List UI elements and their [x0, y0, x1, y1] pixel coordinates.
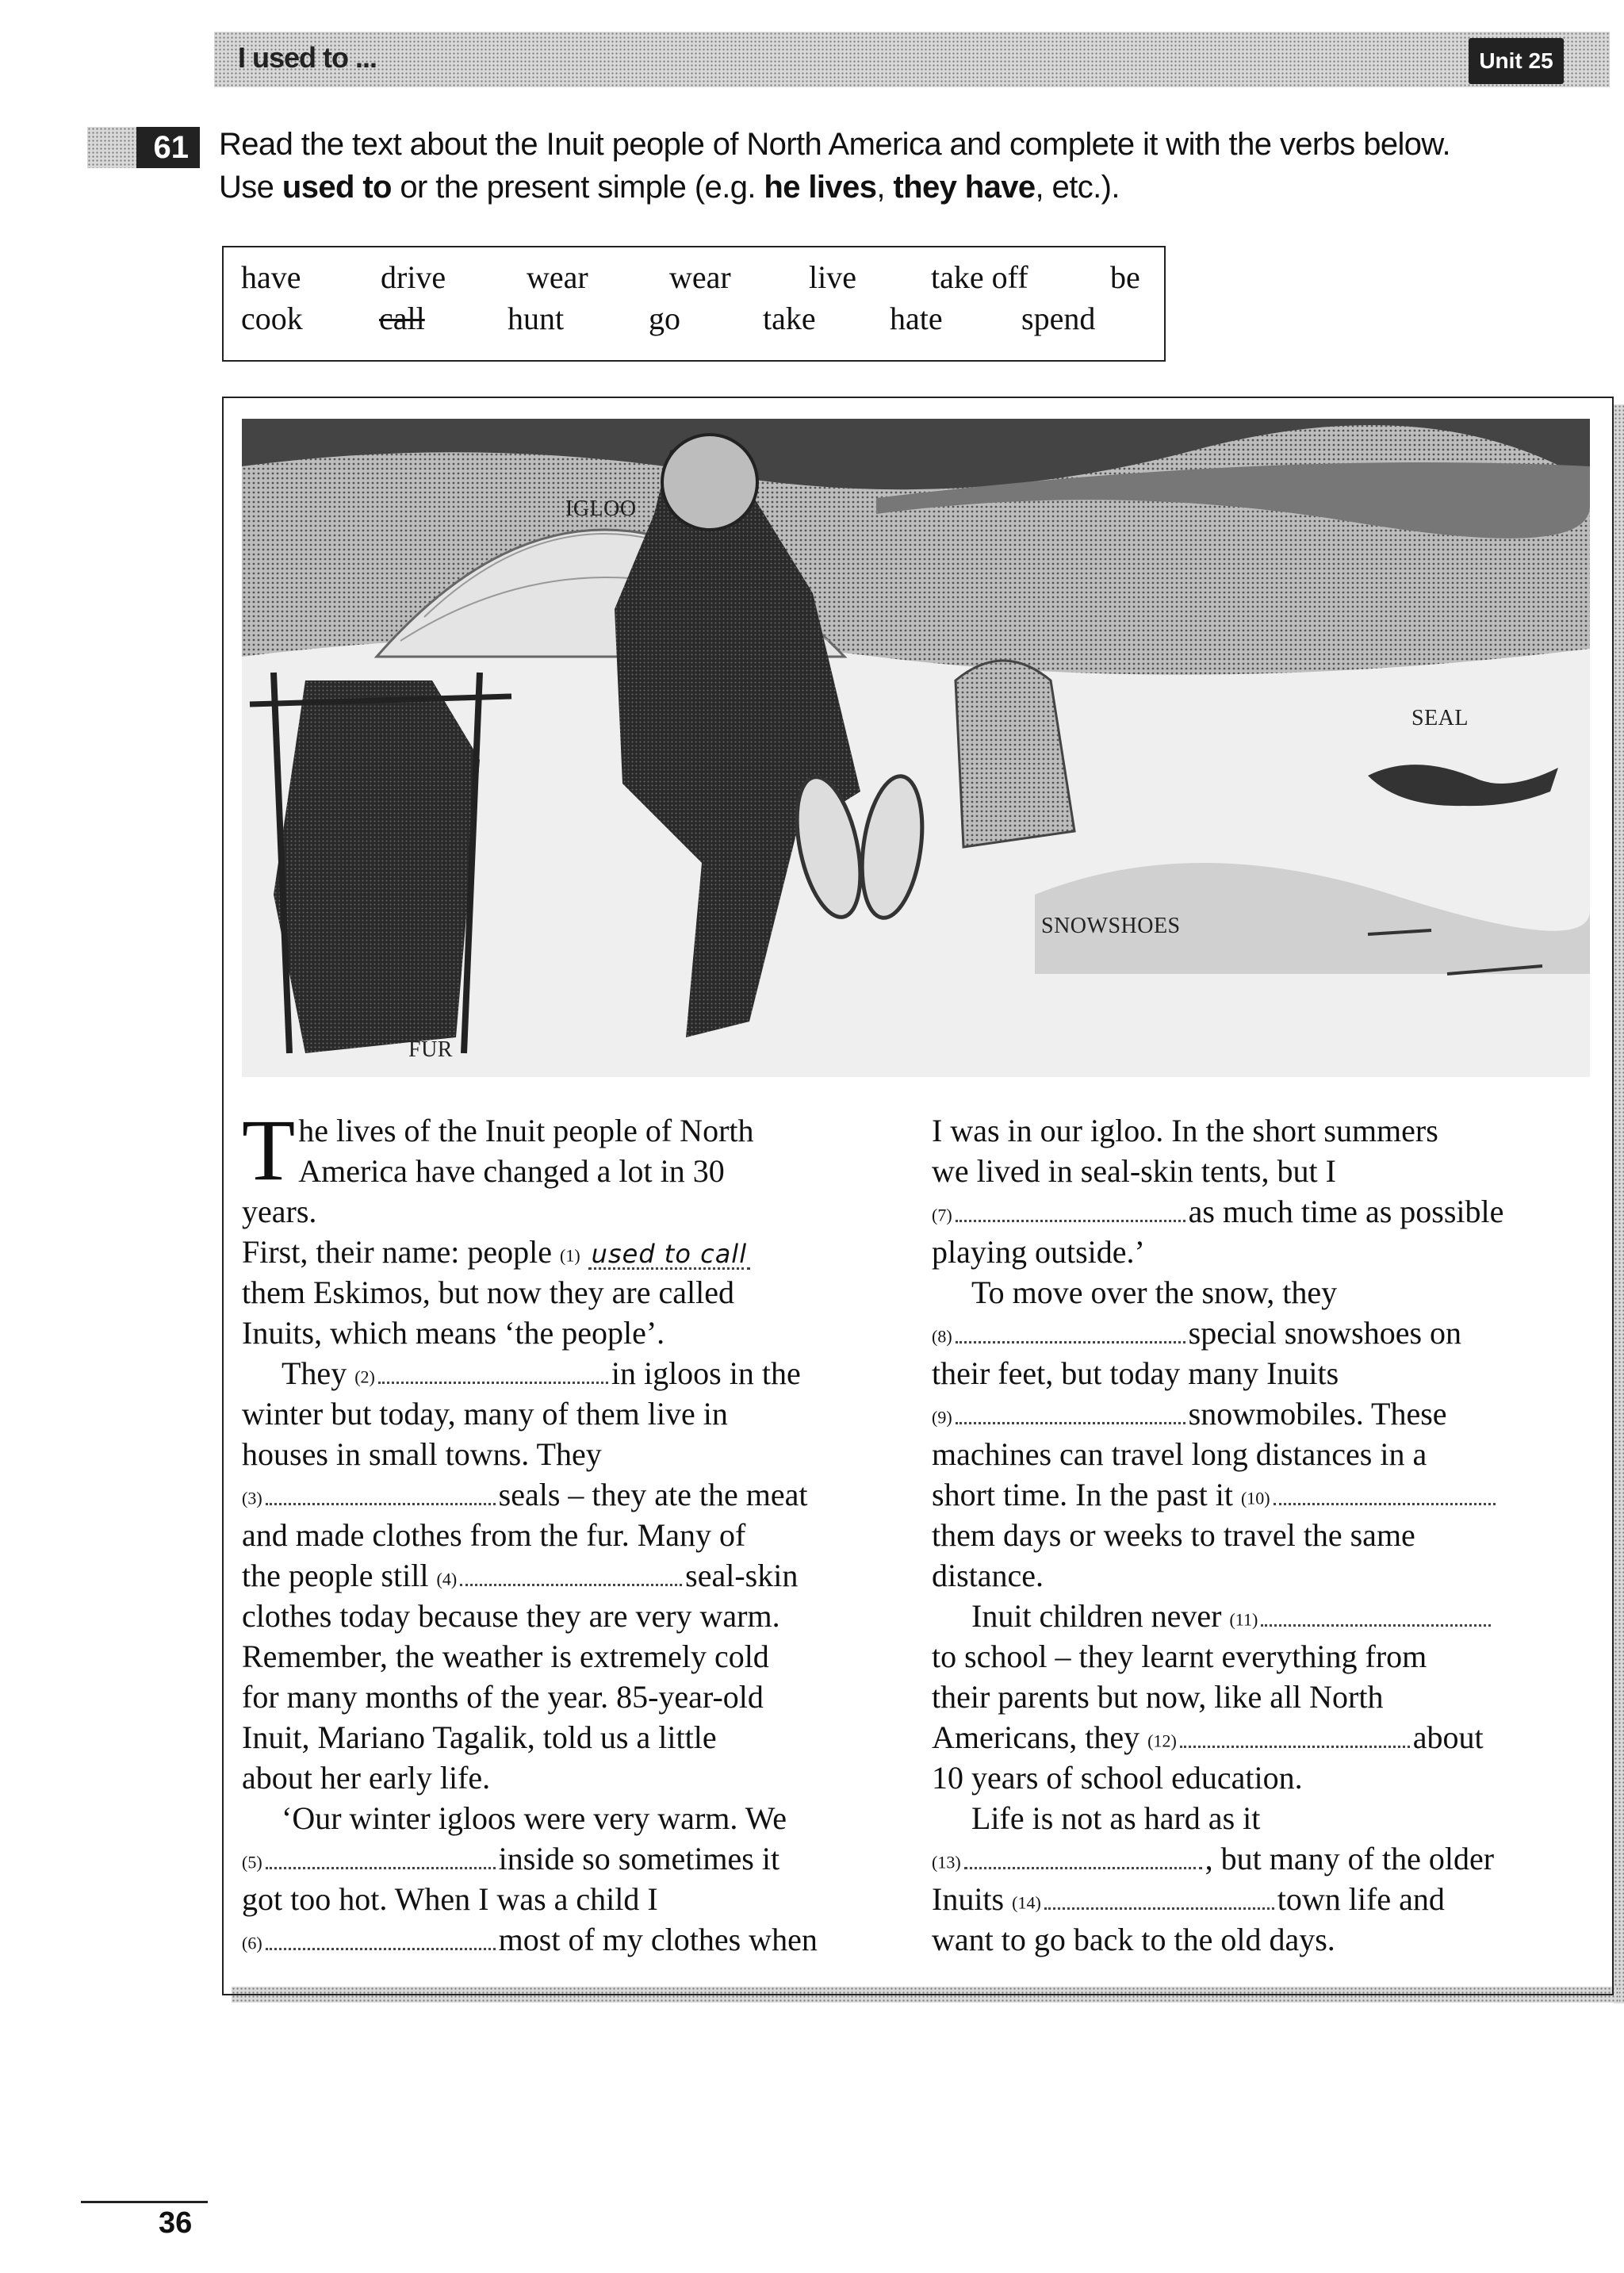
text-line	[932, 1474, 1590, 1515]
text-line: them days or weeks to travel the same	[932, 1517, 1415, 1553]
gap-number: (12)	[1147, 1731, 1177, 1751]
gap-number: (7)	[932, 1205, 952, 1225]
text-line: 10 years of school education.	[932, 1760, 1303, 1796]
text-line: to school – they learnt everything from	[932, 1639, 1427, 1674]
gap-7-blank[interactable]	[956, 1215, 1185, 1222]
gap-number: (11)	[1229, 1609, 1258, 1630]
text-line: them Eskimos, but now they are called	[242, 1274, 734, 1310]
verb-word: wear	[669, 259, 731, 295]
article-column-left	[242, 1102, 892, 1960]
gap-number: (6)	[242, 1933, 262, 1953]
gap-2-blank[interactable]	[378, 1377, 608, 1384]
text-line: ‘Our winter igloos were very warm. We	[282, 1800, 787, 1836]
text-fragment: town life and	[1277, 1881, 1445, 1917]
verb-word: wear	[527, 259, 588, 295]
text-fragment: seal-skin	[685, 1558, 799, 1593]
text-line: distance.	[932, 1558, 1044, 1593]
text-line	[242, 1232, 892, 1272]
article-opening	[242, 1102, 892, 1198]
text-line	[932, 1313, 1590, 1353]
gap-8-blank[interactable]	[956, 1336, 1185, 1343]
verb-word: have	[241, 259, 301, 295]
gap-12-blank[interactable]	[1180, 1741, 1410, 1748]
text-line: To move over the snow, they	[971, 1274, 1338, 1310]
verb-word: go	[649, 301, 680, 336]
page-number: 36	[159, 2206, 193, 2240]
text-line: Inuit, Mariano Tagalik, told us a little	[242, 1719, 717, 1755]
text-fragment: They	[282, 1355, 347, 1391]
gap-number: (1)	[560, 1245, 580, 1266]
text-fragment: seals – they ate the meat	[498, 1477, 808, 1512]
text-line: playing outside.’	[932, 1234, 1145, 1270]
gap-14-blank[interactable]	[1044, 1903, 1274, 1910]
text-line: Life is not as hard as it	[971, 1800, 1261, 1836]
text-line: got too hot. When I was a child I	[242, 1881, 658, 1917]
text-line: clothes today because they are very warm.	[242, 1598, 780, 1634]
page-number-rule	[81, 2201, 208, 2203]
text-fragment: the people still	[242, 1558, 429, 1593]
drop-cap: T	[242, 1102, 296, 1198]
snowshoes-label: SNOWSHOES	[1041, 914, 1181, 938]
text-fragment: about	[1412, 1719, 1484, 1755]
text-line: houses in small towns. They	[242, 1436, 602, 1472]
gap-5-blank[interactable]	[266, 1862, 496, 1869]
header-strip	[214, 32, 1610, 87]
verb-word: hunt	[508, 301, 565, 336]
verb-word: live	[809, 259, 856, 295]
instruction-line-2: Use used to or the present simple (e.g. he lives, they have, etc.).	[219, 170, 1120, 205]
header-title: I used to ...	[238, 41, 377, 74]
text-fragment: Inuit children never	[971, 1598, 1222, 1634]
text-line	[932, 1596, 1590, 1636]
verb-word-struck: call	[379, 301, 425, 336]
text-line	[932, 1393, 1590, 1434]
text-fragment: Inuits	[932, 1881, 1005, 1917]
gap-6-blank[interactable]	[266, 1943, 496, 1950]
text-line: I was in our igloo. In the short summers	[932, 1113, 1438, 1148]
gap-number: (8)	[932, 1326, 952, 1347]
text-line: about her early life.	[242, 1760, 491, 1796]
verb-word: take off	[931, 259, 1028, 295]
verb-word: be	[1110, 259, 1140, 295]
panel-shadow	[1614, 404, 1624, 2003]
verb-word: drive	[381, 259, 446, 295]
text-fragment: Americans, they	[932, 1719, 1140, 1755]
text-fragment: , but many of the older	[1205, 1841, 1495, 1876]
fur-label: FUR	[408, 1037, 453, 1062]
gap-1-answer[interactable]: used to call	[588, 1240, 750, 1270]
text-fragment: as much time as possible	[1188, 1194, 1504, 1229]
text-fragment: most of my clothes when	[498, 1922, 818, 1957]
verb-box	[222, 246, 1166, 362]
gap-number: (5)	[242, 1852, 262, 1872]
text-fragment: First, their name: people	[242, 1234, 553, 1270]
illustration-drawing	[242, 419, 1590, 1077]
gap-number: (13)	[932, 1852, 961, 1872]
text-fragment: special snowshoes on	[1188, 1315, 1462, 1351]
text-line: America have changed a lot in 30	[298, 1153, 725, 1189]
gap-3-blank[interactable]	[266, 1498, 496, 1505]
text-line: Inuits, which means ‘the people’.	[242, 1315, 665, 1351]
text-line	[242, 1474, 892, 1515]
text-line: for many months of the year. 85-year-old	[242, 1679, 764, 1715]
verb-word: take	[763, 301, 816, 336]
text-line	[242, 1838, 892, 1879]
text-line: Remember, the weather is extremely cold	[242, 1639, 769, 1674]
text-fragment: short time. In the past it	[932, 1477, 1233, 1512]
text-line: and made clothes from the fur. Many of	[242, 1517, 746, 1553]
gap-11-blank[interactable]	[1261, 1619, 1491, 1627]
article-column-right	[932, 1110, 1590, 1960]
gap-9-blank[interactable]	[956, 1417, 1185, 1424]
gap-10-blank[interactable]	[1274, 1498, 1496, 1505]
text-line: years.	[242, 1194, 317, 1229]
gap-4-blank[interactable]	[460, 1579, 682, 1586]
text-line	[932, 1879, 1590, 1919]
seal-label: SEAL	[1411, 706, 1469, 730]
text-line: we lived in seal-skin tents, but I	[932, 1153, 1336, 1189]
text-line: winter but today, many of them live in	[242, 1396, 728, 1432]
text-fragment: inside so sometimes it	[498, 1841, 780, 1876]
text-line	[932, 1717, 1590, 1757]
verb-word: spend	[1021, 301, 1096, 336]
gap-number: (3)	[242, 1488, 262, 1508]
inuit-illustration	[242, 419, 1590, 1077]
gap-number: (14)	[1012, 1892, 1041, 1913]
exercise-number-stripe	[87, 127, 136, 168]
text-line: their feet, but today many Inuits	[932, 1355, 1339, 1391]
text-line	[242, 1919, 892, 1960]
gap-number: (4)	[436, 1569, 458, 1589]
exercise-number: 61	[136, 127, 200, 168]
text-line	[242, 1555, 892, 1596]
gap-13-blank[interactable]	[964, 1862, 1202, 1869]
text-fragment: snowmobiles. These	[1188, 1396, 1447, 1432]
text-line	[932, 1838, 1590, 1879]
text-line: machines can travel long distances in a	[932, 1436, 1427, 1472]
text-fragment: in igloos in the	[611, 1355, 801, 1391]
unit-badge: Unit 25	[1469, 38, 1564, 84]
text-line	[242, 1353, 892, 1393]
verb-word: cook	[241, 301, 303, 336]
text-line: he lives of the Inuit people of North	[298, 1113, 754, 1148]
text-line	[932, 1191, 1590, 1232]
gap-number: (9)	[932, 1407, 952, 1428]
text-line: want to go back to the old days.	[932, 1922, 1335, 1957]
gap-number: (2)	[354, 1366, 375, 1387]
verb-word: hate	[890, 301, 943, 336]
text-line: their parents but now, like all North	[932, 1679, 1384, 1715]
gap-number: (10)	[1240, 1488, 1270, 1508]
igloo-label: IGLOO	[565, 496, 637, 521]
instruction-line-1: Read the text about the Inuit people of North America and complete it with the verbs below.	[219, 127, 1451, 162]
